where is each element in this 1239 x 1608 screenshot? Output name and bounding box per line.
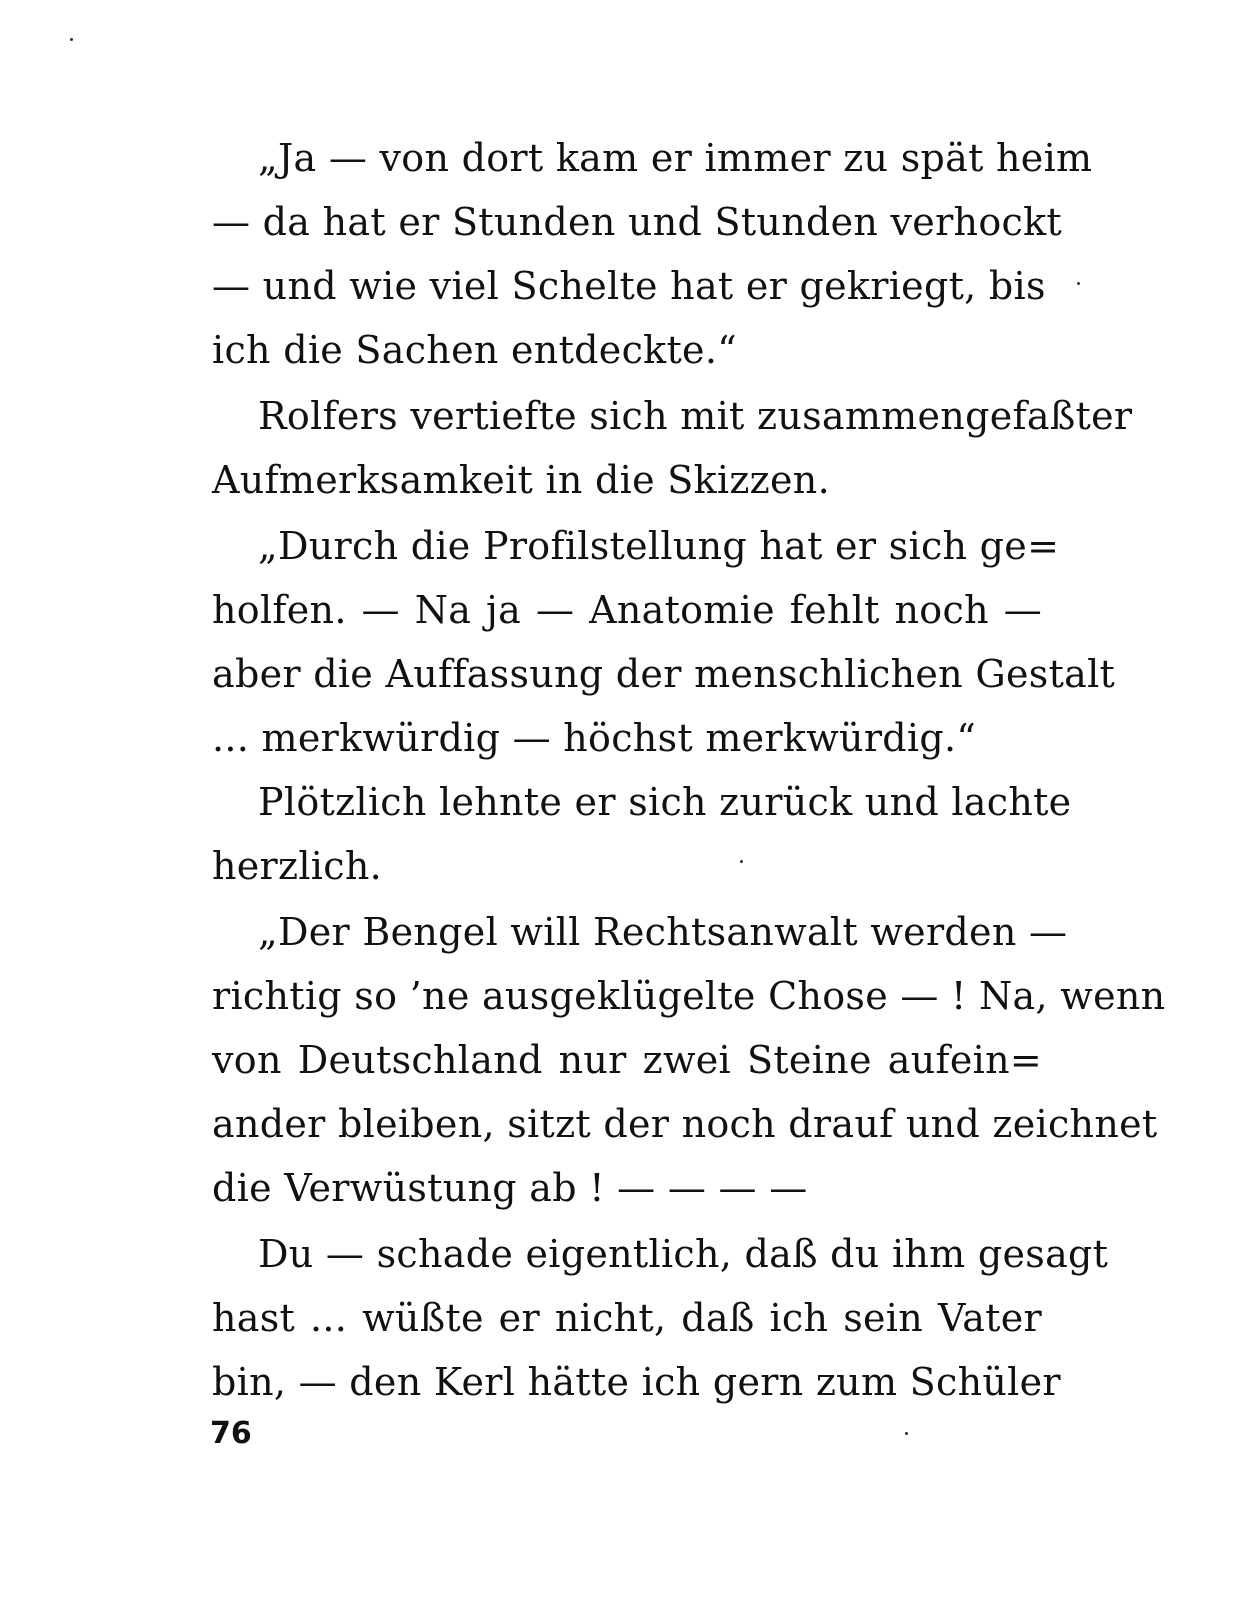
text-line: Aufmerksamkeit in die Skizzen. (212, 458, 830, 502)
text-line: aber die Auffassung der menschlichen Gestalt (212, 652, 1116, 696)
text-line: „Der Bengel will Rechtsanwalt werden — (258, 910, 1068, 954)
text-line: richtig so ’ne ausgeklügelte Chose — ! Na, wenn (212, 974, 1166, 1018)
text-line: bin, — den Kerl hätte ich gern zum Schüler (212, 1360, 1061, 1404)
text-line: — da hat er Stunden und Stunden verhockt (212, 200, 1062, 244)
text-line: ... merkwürdig — höchst merkwürdig.“ (212, 716, 977, 760)
text-line: herzlich. (212, 844, 382, 888)
text-line: ander bleiben, sitzt der noch drauf und zeichnet (212, 1102, 1158, 1146)
page-number: 76 (210, 1416, 252, 1451)
text-line: die Verwüstung ab ! — — — — (212, 1166, 808, 1210)
text-line: ich die Sachen entdeckte.“ (212, 328, 737, 372)
text-line: Du — schade eigentlich, daß du ihm gesagt (258, 1232, 1109, 1276)
text-line: hast ... wüßte er nicht, daß ich sein Vater (212, 1296, 1042, 1340)
scan-speck (905, 1432, 908, 1435)
text-line: Rolfers vertiefte sich mit zusammengefaßter (258, 394, 1133, 438)
text-line: holfen. — Na ja — Anatomie fehlt noch — (212, 588, 1042, 632)
text-line: — und wie viel Schelte hat er gekriegt, bis (212, 264, 1046, 308)
text-line: von Deutschland nur zwei Steine aufein= (212, 1038, 1042, 1082)
text-line: „Durch die Profilstellung hat er sich ge= (258, 524, 1060, 568)
scan-speck (1077, 282, 1080, 285)
text-line: Plötzlich lehnte er sich zurück und lachte (258, 780, 1072, 824)
scan-speck (70, 38, 73, 41)
text-line: „Ja — von dort kam er immer zu spät heim (258, 136, 1093, 180)
